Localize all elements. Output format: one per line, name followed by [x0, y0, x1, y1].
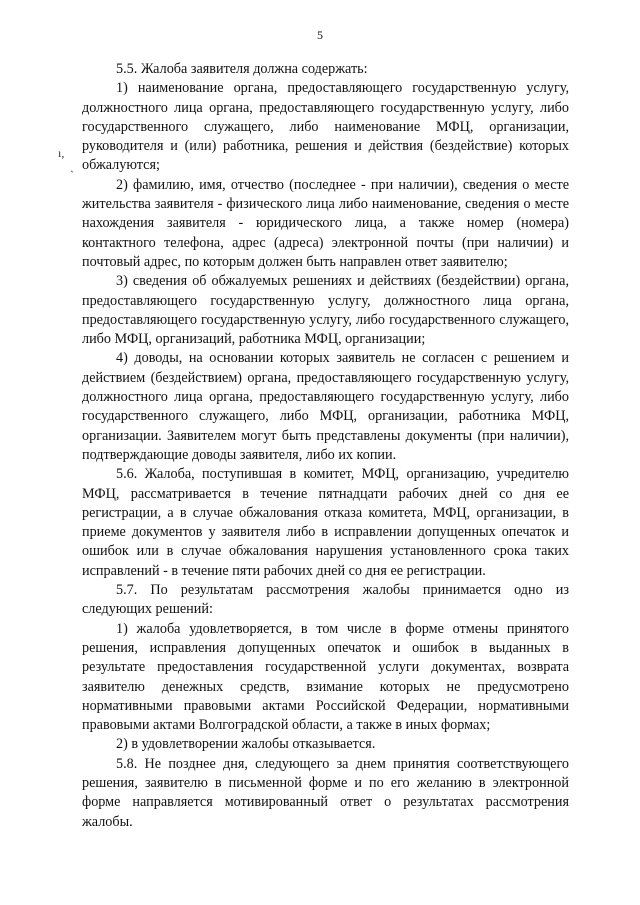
margin-mark: ı, [58, 146, 65, 160]
body-text [82, 60, 569, 832]
paragraph-5-5-item-1: 1) наименование органа, предоставляющего государственную услугу, должностного лица органа, предоставляющего государственную услугу, либо государственного служащего, либо наименование МФЦ, организации, руководителя и (или) работника, решения и действия (бездействие) которых обжалуются; [82, 80, 569, 174]
paragraph-5-5-item-2: 2) фамилию, имя, отчество (последнее - при наличии), сведения о месте жительства заявителя - физического лица либо наименование, сведения о месте нахождения заявителя - юридического лица, а также номер (номера) контактного телефона, адрес (адреса) электронной почты (при наличии) и почтовый адрес, по которым должен быть направлен ответ заявителю; [82, 176, 569, 270]
paragraph-5-7-item-2: 2) в удовлетворении жалобы отказывается. [116, 736, 376, 753]
paragraph-5-8: 5.8. Не позднее дня, следующего за днем принятия соответствующего решения, заявителю в письменной форме и по его желанию в электронной форме направляется мотивированный ответ о результатах рассмотрения жалобы. [82, 755, 569, 830]
margin-mark: ` [70, 168, 74, 182]
paragraph-5-5-item-4: 4) доводы, на основании которых заявитель не согласен с решением и действием (бездействием) органа, предоставляющего государственную услугу, должностного лица органа, предоставляющего государственную услугу, либо государственного служащего, либо МФЦ, организации, работника МФЦ, организации. Заявителем могут быть представлены документы (при наличии), подтверждающие доводы заявителя, либо их копии. [82, 350, 569, 463]
page-number: 5 [317, 28, 323, 42]
paragraph-5-6: 5.6. Жалоба, поступившая в комитет, МФЦ, организацию, учредителю МФЦ, рассматривается в течение пятнадцати рабочих дней со дня ее регистрации, а в случае обжалования отказа комитета, МФЦ, организации, в приеме документов у заявителя либо в исправлении допущенных опечаток и ошибок или в случае обжалования нарушения установленного срока таких исправлений - в течение пяти рабочих дней со дня ее регистрации. [82, 466, 569, 579]
paragraph-5-5-heading: 5.5. Жалоба заявителя должна содержать: [116, 61, 368, 77]
paragraph-5-7-heading: 5.7. По результатам рассмотрения жалобы принимается одно из следующих решений: [82, 582, 569, 618]
paragraph-5-7-item-1: 1) жалоба удовлетворяется, в том числе в форме отмены принятого решения, исправления допущенных опечаток и ошибок в выданных в результате предоставления государственной услуги документах, возврата заявителю денежных средств, взимание которых не предусмотрено нормативными правовыми актами Российской Федерации, нормативными правовыми актами Волгоградской области, а также в иных формах; [82, 620, 569, 734]
paragraph-5-5-item-3: 3) сведения об обжалуемых решениях и действиях (бездействии) органа, предоставляющего государственную услугу, должностного лица органа, предоставляющего государственную услугу, либо государственного служащего, либо МФЦ, организаций, работника МФЦ, организации; [82, 273, 569, 348]
